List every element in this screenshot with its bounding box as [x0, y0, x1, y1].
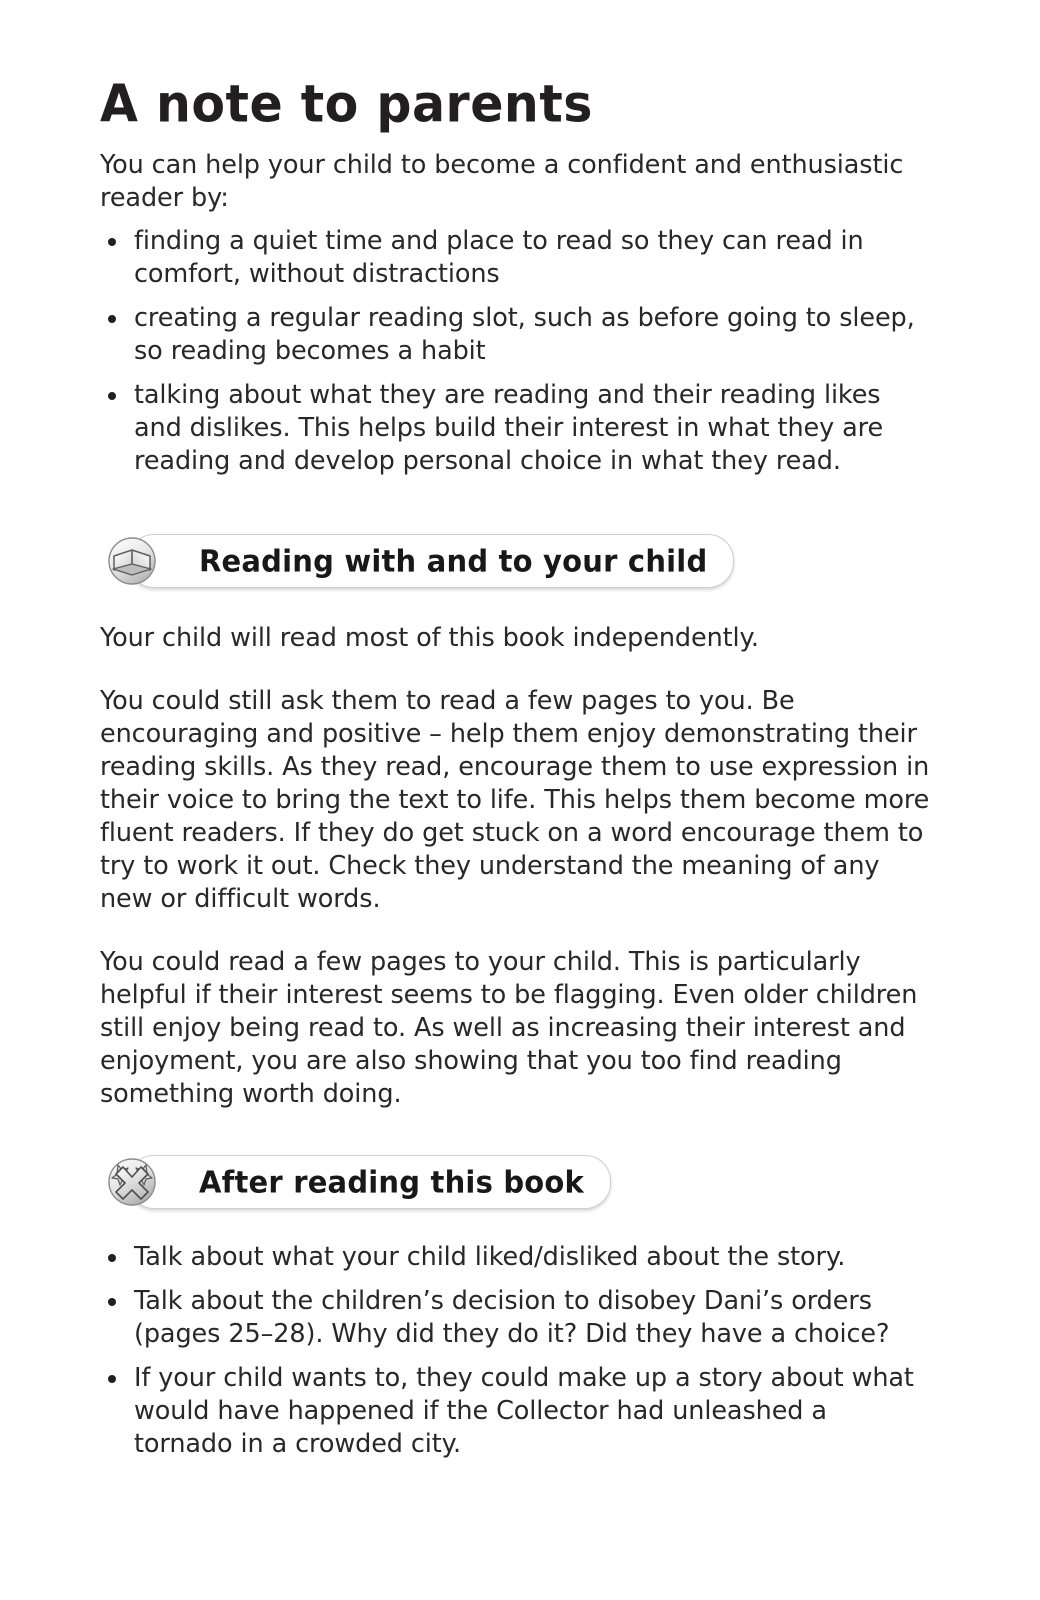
list-item-text: Talk about the children’s decision to disobey Dani’s orders (pages 25–28). Why did they do it? Did they have a choice? — [134, 1286, 890, 1349]
list-item-text: finding a quiet time and place to read so they can read in comfort, without distractions — [134, 226, 864, 289]
section-badge-label: Reading with and to your child — [199, 542, 708, 579]
page-content — [100, 73, 930, 1472]
bullet-dot-icon — [108, 392, 116, 400]
after-reading-bullet-list — [100, 1241, 930, 1461]
section-badge-label: After reading this book — [199, 1163, 585, 1200]
open-book-icon — [101, 530, 163, 592]
list-item — [100, 1241, 930, 1274]
section-header-reading-with-child — [100, 534, 930, 588]
page-title: A note to parents — [100, 73, 593, 135]
list-item — [100, 379, 930, 478]
x-star-icon — [101, 1151, 163, 1213]
list-item — [100, 302, 930, 368]
intro-bullet-list — [100, 225, 930, 478]
intro-paragraph: You can help your child to become a confident and enthusiastic reader by: — [100, 150, 904, 213]
bullet-dot-icon — [108, 238, 116, 246]
section-header-after-reading — [100, 1155, 930, 1209]
bullet-dot-icon — [108, 1298, 116, 1306]
list-item — [100, 1362, 930, 1461]
list-item-text: talking about what they are reading and their reading likes and dislikes. This helps build their interest in what they are reading and develop personal choice in what they read. — [134, 380, 884, 476]
section-paragraph: Your child will read most of this book independently. — [100, 623, 759, 653]
list-item-text: If your child wants to, they could make up a story about what would have happened if the Collector had unleashed a tornado in a crowded city. — [134, 1363, 914, 1459]
list-item — [100, 225, 930, 291]
section-paragraph: You could read a few pages to your child. This is particularly helpful if their interest seems to be flagging. Even older children still enjoy being read to. As well as increasing their interest and enjoyment, you are also showing that you too find reading something worth doing. — [100, 947, 918, 1109]
list-item-text: Talk about what your child liked/disliked about the story. — [134, 1242, 846, 1272]
bullet-dot-icon — [108, 1254, 116, 1262]
list-item — [100, 1285, 930, 1351]
section-badge — [128, 1155, 611, 1209]
list-item-text: creating a regular reading slot, such as before going to sleep, so reading becomes a habit — [134, 303, 915, 366]
bullet-dot-icon — [108, 315, 116, 323]
section-badge — [128, 534, 734, 588]
bullet-dot-icon — [108, 1375, 116, 1383]
section-paragraph: You could still ask them to read a few pages to you. Be encouraging and positive – help them enjoy demonstrating their reading skills. As they read, encourage them to use expression in their voice to bring the text to life. This helps them become more fluent readers. If they do get stuck on a word encourage them to try to work it out. Check they understand the meaning of any new or difficult words. — [100, 686, 930, 914]
